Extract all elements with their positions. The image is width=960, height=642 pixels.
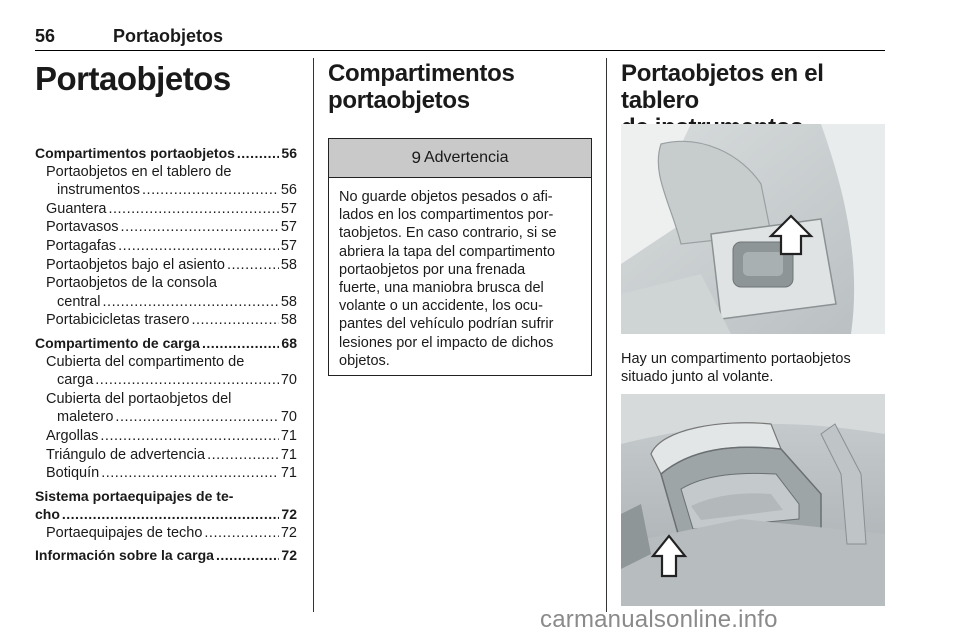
toc-entry-label: Portagafas <box>46 237 117 254</box>
left-column <box>35 60 297 98</box>
dashboard-storage-figure <box>621 124 885 334</box>
toc-entry-page: 72 <box>280 524 297 541</box>
running-title: Portaobjetos <box>113 26 224 46</box>
toc-entry-page: 71 <box>280 427 297 444</box>
toc-entry-label: Cubierta del compartimento de <box>46 353 245 370</box>
toc-leader-dots <box>103 293 279 312</box>
toc-entry-page: 57 <box>280 237 297 254</box>
toc-entry[interactable] <box>35 237 297 256</box>
toc-entry-label: Portabicicletas trasero <box>46 312 190 329</box>
warning-line: taobjetos. En caso contrario, si se <box>339 225 557 242</box>
toc-entry-page: 72 <box>281 506 297 523</box>
toc-entry-page: 57 <box>280 219 297 236</box>
page-header <box>35 22 885 51</box>
warning-line: lesiones por el impacto de dichos <box>339 334 554 351</box>
toc-leader-dots <box>100 427 278 446</box>
toc-entry-page: 56 <box>281 145 297 161</box>
toc-entry[interactable] <box>35 293 297 312</box>
column-divider-right <box>606 58 607 612</box>
toc-leader-dots <box>204 524 278 543</box>
toc-entry-label: Compartimentos portaobjetos <box>35 145 235 161</box>
toc-leader-dots <box>142 181 279 200</box>
toc-leader-dots <box>108 200 278 219</box>
toc-entry-label: Argollas <box>46 427 99 444</box>
toc-entry-label: carga <box>57 372 94 389</box>
toc-entry[interactable] <box>35 427 297 446</box>
toc-entry[interactable] <box>35 446 297 465</box>
toc-entry-label: central <box>57 293 101 310</box>
toc-entry-label: Información sobre la carga <box>35 547 214 564</box>
toc-entry-page: 72 <box>281 547 297 564</box>
toc-entry[interactable] <box>35 163 297 182</box>
toc-entry[interactable] <box>35 144 297 163</box>
toc-leader-dots <box>62 505 280 524</box>
warning-triangle-icon: 9 <box>411 148 421 167</box>
toc-entry-label: Botiquín <box>46 465 100 482</box>
toc-leader-dots <box>115 408 278 427</box>
toc-leader-dots <box>216 546 279 565</box>
toc-entry[interactable] <box>35 353 297 372</box>
paragraph-line2: situado junto al volante. <box>621 369 774 385</box>
paragraph-line1: Hay un compartimento portaobjetos <box>621 351 851 367</box>
toc-entry-label: Portaobjetos bajo el asiento <box>46 256 225 273</box>
toc-leader-dots <box>237 144 280 163</box>
section-title-line1: Compartimentos <box>328 60 515 87</box>
toc-entry-page: 71 <box>280 446 297 463</box>
toc-entry-label: Portavasos <box>46 219 119 236</box>
page-number: 56 <box>35 26 56 46</box>
warning-line: volante o un accidente, los ocu- <box>339 298 543 315</box>
toc-entry[interactable] <box>35 334 297 353</box>
section-title <box>328 60 590 114</box>
toc-entry-label: cho <box>35 506 60 523</box>
toc-leader-dots <box>207 446 279 465</box>
warning-box <box>328 138 592 376</box>
toc-entry[interactable] <box>35 524 297 543</box>
toc-entry-label: Portaobjetos en el tablero de <box>46 163 232 180</box>
toc-entry-page: 58 <box>280 256 297 273</box>
toc-leader-dots <box>118 237 279 256</box>
toc-entry-label: Guantera <box>46 200 107 217</box>
toc-entry[interactable] <box>35 505 297 524</box>
toc-entry[interactable] <box>35 408 297 427</box>
toc-entry-page: 58 <box>280 312 297 329</box>
toc-entry[interactable] <box>35 218 297 237</box>
toc-entry[interactable] <box>35 390 297 409</box>
table-of-contents <box>35 144 297 565</box>
toc-entry[interactable] <box>35 181 297 200</box>
middle-column <box>328 60 590 114</box>
toc-entry-page: 58 <box>280 293 297 310</box>
toc-entry-label: Sistema portaequipajes de te- <box>35 487 234 504</box>
warning-line: portaobjetos por una frenada <box>339 261 526 278</box>
warning-text <box>329 178 591 370</box>
column-divider-left <box>313 58 314 612</box>
warning-heading: Advertencia <box>423 149 509 166</box>
warning-header <box>329 139 591 178</box>
warning-line: lados en los compartimentos por- <box>339 207 554 224</box>
toc-entry-label: Triángulo de advertencia <box>46 446 206 463</box>
toc-entry[interactable] <box>35 274 297 293</box>
toc-entry-label: Portaobjetos de la consola <box>46 275 217 292</box>
toc-entry[interactable] <box>35 311 297 330</box>
toc-entry-page: 68 <box>281 334 297 351</box>
section-title-line2: portaobjetos <box>328 87 470 114</box>
toc-leader-dots <box>101 464 279 483</box>
subsection-title-line1: Portaobjetos en el tablero <box>621 60 824 114</box>
warning-line: abriera la tapa del compartimento <box>339 243 556 260</box>
toc-entry[interactable] <box>35 371 297 390</box>
toc-leader-dots <box>95 371 279 390</box>
toc-entry-page: 70 <box>280 372 297 389</box>
toc-entry[interactable] <box>35 487 297 506</box>
toc-entry-page: 56 <box>280 182 297 199</box>
toc-entry[interactable] <box>35 464 297 483</box>
toc-leader-dots <box>191 311 278 330</box>
toc-leader-dots <box>227 256 279 275</box>
chapter-title: Portaobjetos <box>35 60 231 97</box>
warning-line: No guarde objetos pesados o afi- <box>339 189 553 205</box>
toc-entry[interactable] <box>35 200 297 219</box>
description-paragraph <box>621 350 885 386</box>
toc-entry-label: Cubierta del portaobjetos del <box>46 390 232 407</box>
warning-line: pantes del vehículo podrían sufrir <box>339 316 554 333</box>
toc-leader-dots <box>121 218 279 237</box>
toc-entry-page: 70 <box>280 409 297 426</box>
toc-leader-dots <box>202 334 279 353</box>
open-compartment-figure <box>621 394 885 606</box>
toc-entry-page: 57 <box>280 200 297 217</box>
toc-entry-label: Compartimento de carga <box>35 334 200 351</box>
toc-entry[interactable] <box>35 546 297 565</box>
warning-line: fuerte, una maniobra brusca del <box>339 280 544 297</box>
watermark: carmanualsonline.info <box>540 606 778 633</box>
toc-entry-label: Portaequipajes de techo <box>46 524 203 541</box>
toc-entry-label: maletero <box>57 409 114 426</box>
toc-entry[interactable] <box>35 256 297 275</box>
toc-entry-label: instrumentos <box>57 182 141 199</box>
warning-line: objetos. <box>339 352 390 369</box>
toc-entry-page: 71 <box>280 465 297 482</box>
